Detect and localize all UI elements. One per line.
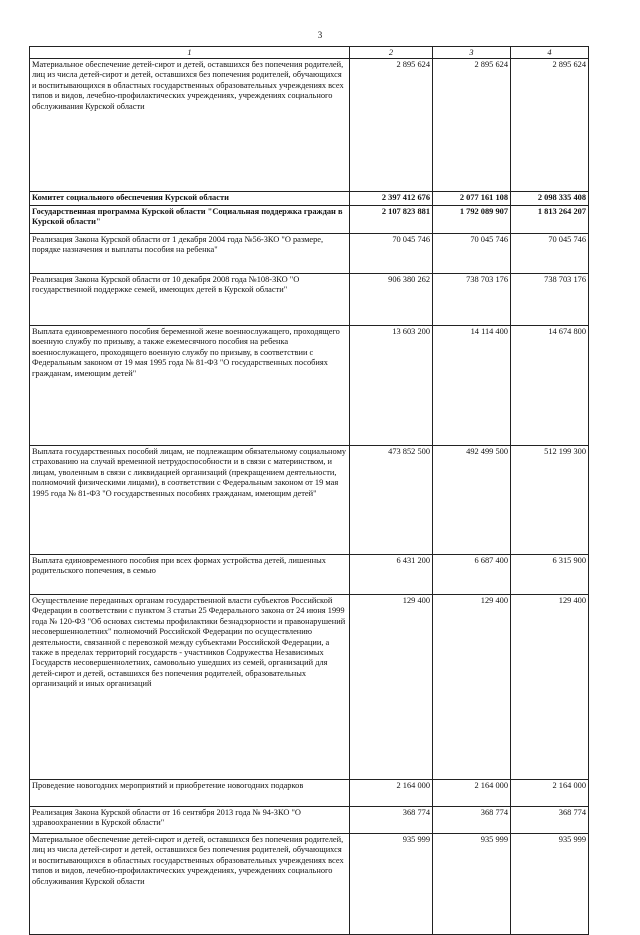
- row-value-col4: 129 400: [511, 595, 589, 780]
- row-value-col3: 368 774: [433, 807, 511, 834]
- table-row: [30, 234, 589, 274]
- row-value-col2: 13 603 200: [350, 326, 433, 446]
- budget-table-body: [30, 47, 589, 935]
- row-value-col2: 70 045 746: [350, 234, 433, 274]
- row-value-col2: 906 380 262: [350, 274, 433, 326]
- row-value-col3: 129 400: [433, 595, 511, 780]
- row-name-cell: Выплата единовременного пособия при всех формах устройства детей, лишенных родительского попечения, в семью: [30, 555, 350, 595]
- table-row: [30, 274, 589, 326]
- row-name-cell: Реализация Закона Курской области от 10 декабря 2008 года №108-ЗКО "О государственной поддержке семей, имеющих детей в Курской области": [30, 274, 350, 326]
- table-row: [30, 326, 589, 446]
- row-value-col4: 738 703 176: [511, 274, 589, 326]
- page-number: 3: [317, 30, 323, 40]
- row-value-col2: 129 400: [350, 595, 433, 780]
- table-row: [30, 446, 589, 555]
- row-value-col3: 6 687 400: [433, 555, 511, 595]
- row-name-cell: Государственная программа Курской области "Социальная поддержка граждан в Курской области": [30, 206, 350, 234]
- row-name-cell: Проведение новогодних мероприятий и приобретение новогодних подарков: [30, 780, 350, 807]
- row-value-col2: 473 852 500: [350, 446, 433, 555]
- row-value-col2: 935 999: [350, 834, 433, 935]
- row-name-cell: Реализация Закона Курской области от 1 декабря 2004 года №56-ЗКО "О размере, порядке назначения и выплаты пособия на ребенка": [30, 234, 350, 274]
- column-number-row: [30, 47, 589, 59]
- column-number-1: 1: [30, 47, 350, 59]
- row-value-col4: 70 045 746: [511, 234, 589, 274]
- budget-table: [29, 46, 589, 935]
- row-name-cell: Выплата государственных пособий лицам, не подлежащим обязательному социальному страхованию на случай временной нетрудоспособности и в связи с материнством, и лицам, уволенным в связи с ликвидацией организаций (прекращением деятельности, полномочий физическими лицами), в соответствии с Федеральным законом от 19 мая 1995 года № 81-ФЗ "О государственных пособиях гражданам, имеющим детей": [30, 446, 350, 555]
- row-value-col4: 2 164 000: [511, 780, 589, 807]
- row-value-col3: 492 499 500: [433, 446, 511, 555]
- row-value-col2: 2 397 412 676: [350, 192, 433, 206]
- column-number-3: 3: [433, 47, 511, 59]
- table-row: [30, 206, 589, 234]
- row-value-col3: 2 077 161 108: [433, 192, 511, 206]
- row-value-col4: 2 895 624: [511, 59, 589, 192]
- table-row: [30, 192, 589, 206]
- row-name-cell: Реализация Закона Курской области от 16 сентября 2013 года № 94-ЗКО "О здравоохранении в Курской области": [30, 807, 350, 834]
- row-value-col3: 70 045 746: [433, 234, 511, 274]
- row-name-cell: Осуществление переданных органам государственной власти субъектов Российской Федерации в соответствии с пунктом 3 статьи 25 Федерального закона от 24 июня 1999 года № 120-ФЗ "Об основах системы профилактики безнадзорности и правонарушений несовершеннолетних" полномочий Российской Федерации по осуществлению деятельности, связанной с перевозкой между субъектами Российской Федерации, а также в пределах территорий государств - участников Содружества Независимых Государств несовершеннолетних, самовольно ушедших из семей, организаций для детей-сирот и детей, оставшихся без попечения родителей, образовательных организаций и иных организаций: [30, 595, 350, 780]
- row-value-col4: 512 199 300: [511, 446, 589, 555]
- row-name-cell: Выплата единовременного пособия беременной жене военнослужащего, проходящего военную службу по призыву, а также ежемесячного пособия на ребенка военнослужащего, проходящего военную службу по призыву, в соответствии с Федеральным законом от 19 мая 1995 года № 81-ФЗ "О государственных пособиях гражданам, имеющим детей": [30, 326, 350, 446]
- row-value-col4: 2 098 335 408: [511, 192, 589, 206]
- row-value-col4: 935 999: [511, 834, 589, 935]
- table-row: [30, 59, 589, 192]
- table-row: [30, 780, 589, 807]
- row-value-col2: 2 107 823 881: [350, 206, 433, 234]
- row-name-cell: Материальное обеспечение детей-сирот и детей, оставшихся без попечения родителей, лиц из числа детей-сирот и детей, оставшихся без попечения родителей, обучающихся и воспитывающихся в областных государственных образовательных учреждениях всех типов и видов, лечебно-профилактических учреждениях, учреждениях социального обслуживания Курской области: [30, 59, 350, 192]
- row-value-col2: 368 774: [350, 807, 433, 834]
- row-value-col3: 2 895 624: [433, 59, 511, 192]
- row-value-col2: 2 895 624: [350, 59, 433, 192]
- row-value-col3: 738 703 176: [433, 274, 511, 326]
- row-value-col3: 935 999: [433, 834, 511, 935]
- row-value-col4: 14 674 800: [511, 326, 589, 446]
- row-value-col3: 14 114 400: [433, 326, 511, 446]
- row-value-col4: 6 315 900: [511, 555, 589, 595]
- row-value-col4: 1 813 264 207: [511, 206, 589, 234]
- row-name-cell: Комитет социального обеспечения Курской области: [30, 192, 350, 206]
- row-value-col3: 2 164 000: [433, 780, 511, 807]
- table-row: [30, 555, 589, 595]
- table-row: [30, 595, 589, 780]
- row-value-col4: 368 774: [511, 807, 589, 834]
- table-row: [30, 807, 589, 834]
- row-value-col3: 1 792 089 907: [433, 206, 511, 234]
- row-name-cell: Материальное обеспечение детей-сирот и детей, оставшихся без попечения родителей, лиц из числа детей-сирот и детей, оставшихся без попечения родителей, обучающихся и воспитывающихся в областных государственных образовательных учреждениях всех типов и видов, лечебно-профилактических учреждениях, учреждениях социального обслуживания Курской области: [30, 834, 350, 935]
- row-value-col2: 6 431 200: [350, 555, 433, 595]
- column-number-4: 4: [511, 47, 589, 59]
- table-row: [30, 834, 589, 935]
- column-number-2: 2: [350, 47, 433, 59]
- row-value-col2: 2 164 000: [350, 780, 433, 807]
